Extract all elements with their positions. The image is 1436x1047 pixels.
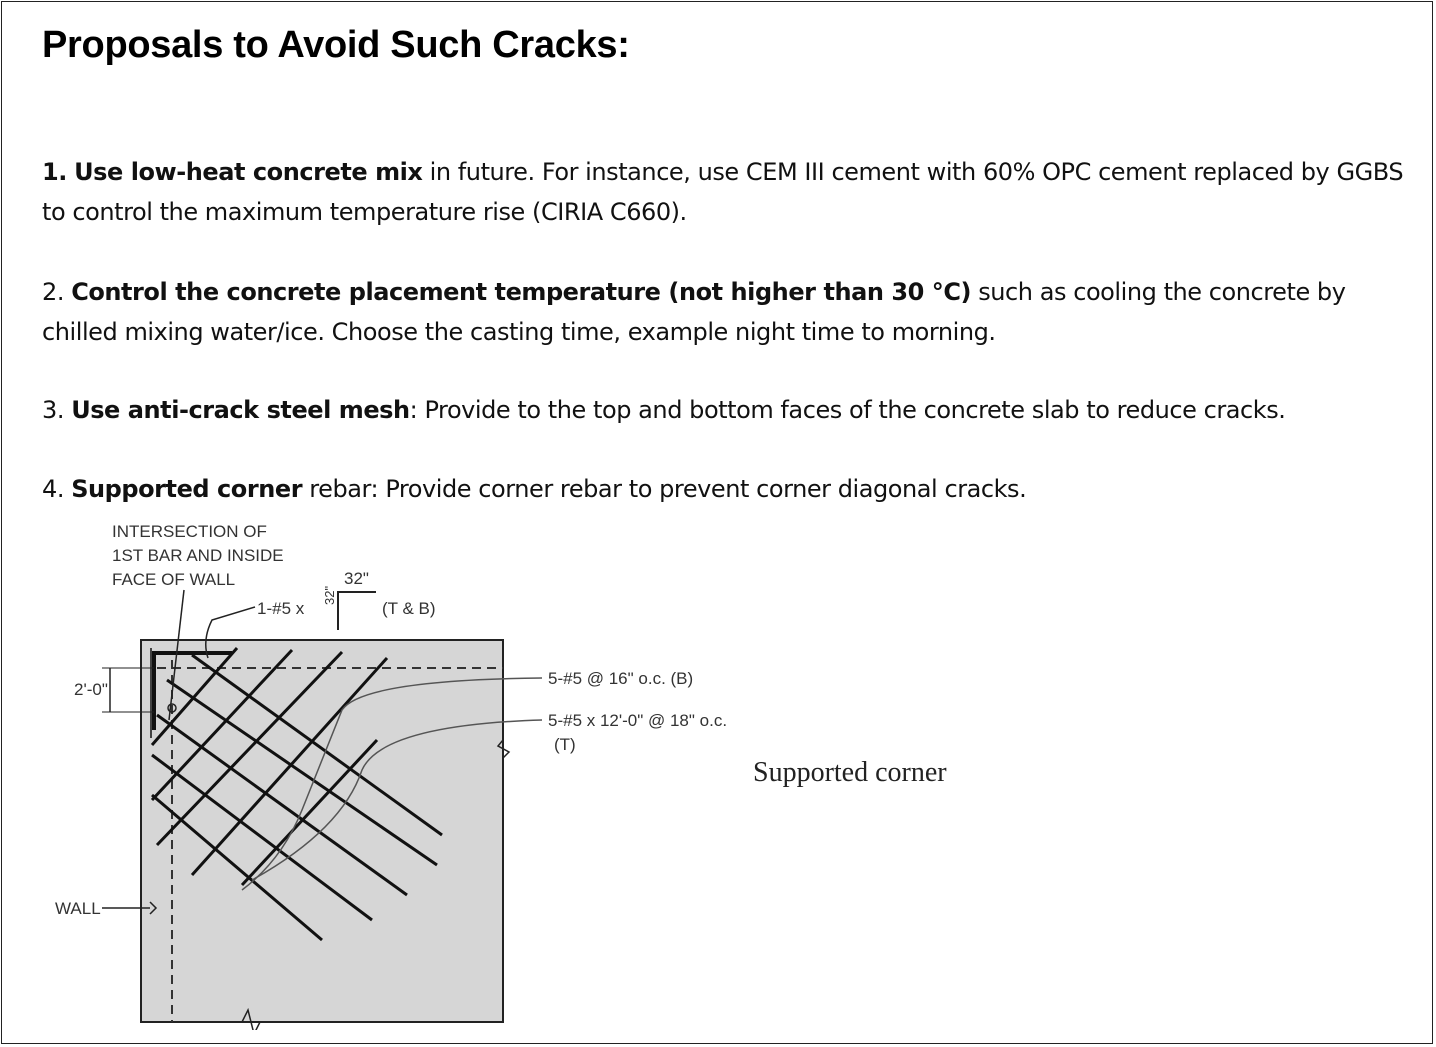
bar-leg-horizontal-label: 32" <box>344 569 369 588</box>
wall-label: WALL <box>55 899 101 918</box>
callout-line-2: 1ST BAR AND INSIDE <box>112 546 284 565</box>
proposal-3-text: : Provide to the top and bottom faces of the concrete slab to reduce cracks. <box>409 396 1286 424</box>
bar-mark-label: 1-#5 x <box>257 599 305 618</box>
proposal-item-4 <box>42 469 1422 509</box>
proposal-2-text: such as cooling the concrete by chilled mixing water/ice. Choose the casting time, example night time to morning. <box>42 278 1346 346</box>
proposal-2-heading: Control the concrete placement temperature (not higher than 30 °C) <box>71 278 972 306</box>
proposal-item-2 <box>42 272 1422 352</box>
top-bars-label-1: 5-#5 x 12'-0" @ 18" o.c. <box>548 711 728 730</box>
callout-line-3: FACE OF WALL <box>112 570 236 589</box>
proposal-item-1 <box>42 152 1422 232</box>
drawing-caption: Supported corner <box>753 757 947 788</box>
callout-line-1: INTERSECTION OF <box>112 522 267 541</box>
proposal-4-text: rebar: Provide corner rebar to prevent corner diagonal cracks. <box>302 475 1027 503</box>
bent-bar-symbol <box>338 592 376 630</box>
proposal-1-number: 1. <box>42 158 67 186</box>
proposal-4-number: 4. <box>42 475 64 503</box>
top-bars-label-2: (T) <box>554 735 576 754</box>
proposal-2-number: 2. <box>42 278 64 306</box>
bar-leg-vertical-label: 32" <box>322 585 337 605</box>
proposal-1-heading: Use low-heat concrete mix <box>74 158 423 186</box>
slide-frame <box>1 1 1433 1044</box>
proposal-4-heading: Supported corner <box>71 475 303 503</box>
page-title: Proposals to Avoid Such Cracks: <box>42 24 630 66</box>
proposal-3-heading: Use anti-crack steel mesh <box>71 396 410 424</box>
proposal-item-3 <box>42 390 1422 430</box>
proposal-1-text: in future. For instance, use CEM III cement with 60% OPC cement replaced by GGBS to control the maximum temperature rise (CIRIA C660). <box>42 158 1404 226</box>
bar-position-label: (T & B) <box>382 599 436 618</box>
dimension-label: 2'-0" <box>74 680 108 699</box>
bottom-bars-label: 5-#5 @ 16" o.c. (B) <box>548 669 694 688</box>
proposal-3-number: 3. <box>42 396 64 424</box>
